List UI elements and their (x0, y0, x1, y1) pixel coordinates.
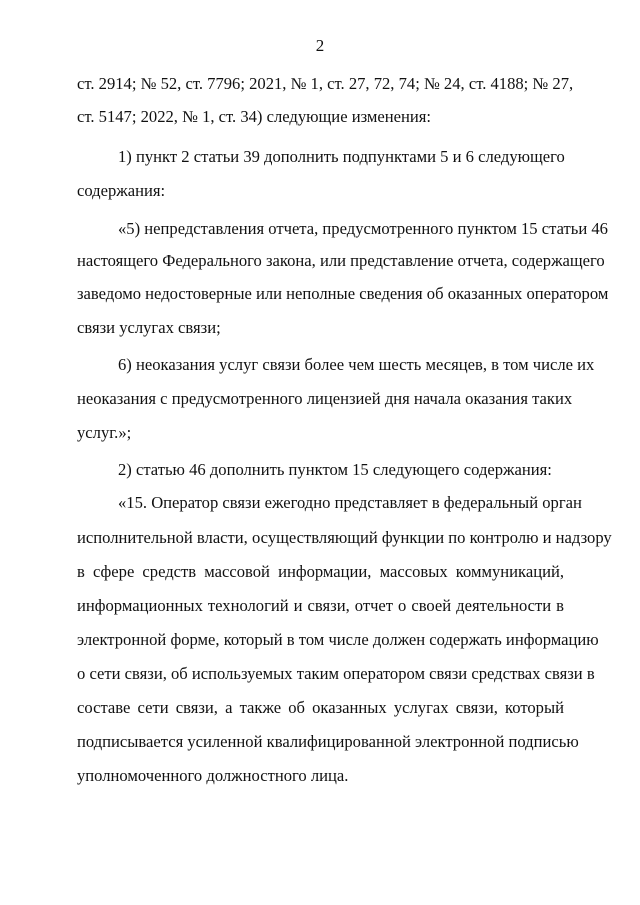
text-line: неоказания с предусмотренного лицензией дня начала оказания таких (77, 389, 573, 408)
text-line: 2) статью 46 дополнить пунктом 15 следующего содержания: (118, 460, 552, 479)
page-number: 2 (315, 36, 325, 55)
text-line: исполнительной власти, осуществляющий функции по контролю и надзору (77, 528, 612, 547)
text-line: уполномоченного должностного лица. (77, 766, 349, 785)
text-line: заведомо недостоверные или неполные сведения об оказанных оператором (77, 284, 609, 303)
text-line: содержания: (77, 181, 166, 200)
text-line: 6) неоказания услуг связи более чем шесть месяцев, в том числе их (118, 355, 595, 374)
text-line: 1) пункт 2 статьи 39 дополнить подпунктами 5 и 6 следующего (118, 147, 565, 166)
text-line: «5) непредставления отчета, предусмотренного пунктом 15 статьи 46 (118, 219, 608, 238)
text-line: ст. 2914; № 52, ст. 7796; 2021, № 1, ст. 27, 72, 74; № 24, ст. 4188; № 27, (77, 74, 574, 93)
text-line: в сфере средств массовой информации, массовых коммуникаций, (77, 562, 564, 581)
text-line: «15. Оператор связи ежегодно представляет в федеральный орган (118, 493, 582, 512)
text-line: связи услугах связи; (77, 318, 221, 337)
text-line: ст. 5147; 2022, № 1, ст. 34) следующие изменения: (77, 107, 432, 126)
text-line: составе сети связи, а также об оказанных услугах связи, который (77, 698, 564, 717)
text-line: информационных технологий и связи, отчет о своей деятельности в (77, 596, 564, 615)
text-line: электронной форме, который в том числе должен содержать информацию (77, 630, 599, 649)
text-line: подписывается усиленной квалифицированной электронной подписью (77, 732, 579, 751)
text-line: о сети связи, об используемых таким оператором связи средствах связи в (77, 664, 595, 683)
text-line: настоящего Федерального закона, или представление отчета, содержащего (77, 251, 605, 270)
text-line: услуг.»; (77, 423, 132, 442)
